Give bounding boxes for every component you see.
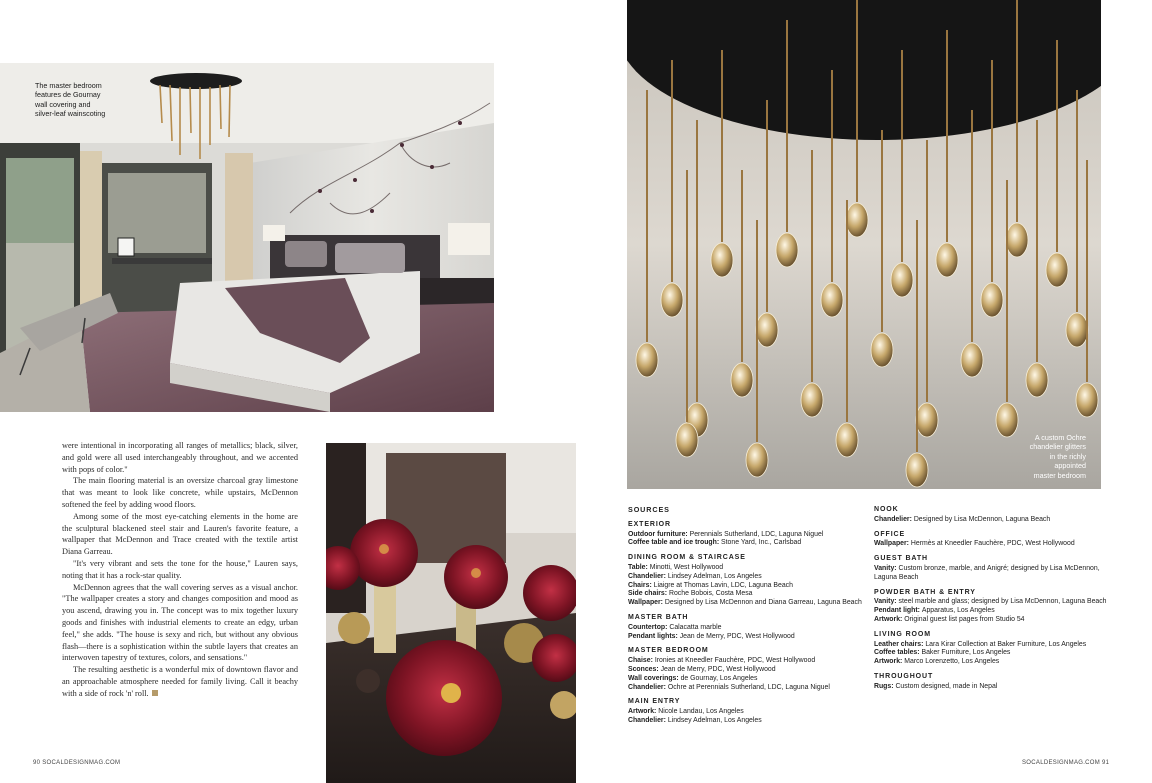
source-item [628, 708, 864, 717]
source-section [874, 673, 1110, 692]
source-item-label: Leather chairs: [874, 640, 926, 648]
source-section [874, 589, 1110, 625]
source-item-text: Jean de Merry, PDC, West Hollywood [660, 665, 776, 673]
article-paragraph: were intentional in incorporating all ranges of metallics; black, silver, and gold were all used interchangeably throughout, and we accented with pops of color." [62, 441, 298, 474]
source-section [874, 631, 1110, 667]
source-item [628, 573, 864, 582]
article-paragraph-text: The resulting aesthetic is a wonderful mix of downtown flavor and an approachable atmosphere needed for family living. Call it beachy with a side of rock 'n' roll. [62, 665, 298, 698]
source-section-title: GUEST BATH [874, 555, 928, 563]
source-section [628, 521, 864, 548]
source-item-text: Nicole Landau, Los Angeles [658, 708, 744, 716]
source-item-text: Original guest list pages from Studio 54 [904, 615, 1025, 623]
chandelier-caption [990, 433, 1086, 480]
source-item-text: Calacatta marble [669, 623, 722, 631]
caption-line: in the richly [1049, 451, 1086, 461]
source-item [628, 564, 864, 573]
source-item [874, 540, 1110, 549]
source-item-text: Baker Furniture, Los Angeles [921, 649, 1011, 657]
source-section-title: POWDER BATH & ENTRY [874, 588, 976, 596]
article-final-paragraph [62, 664, 298, 699]
caption-line: wall covering and [35, 99, 91, 109]
caption-line: silver-leaf wainscoting [35, 109, 106, 119]
source-item-text: Minotti, West Hollywood [649, 563, 724, 571]
source-item-label: Coffee tables: [874, 649, 922, 657]
source-item-label: Rugs: [874, 682, 896, 690]
source-item-label: Chandelier: [628, 683, 668, 691]
source-section [874, 506, 1110, 525]
source-item-text: Roche Bobois, Costa Mesa [668, 590, 753, 598]
caption-line: chandelier glitters [1029, 442, 1086, 452]
folio-left: 90 SOCALDESIGNMAG.COM [33, 760, 121, 766]
source-item-label: Coffee table and ice trough: [628, 539, 722, 547]
source-item-label: Chandelier: [628, 716, 668, 724]
source-item-label: Chandelier: [628, 572, 668, 580]
source-item [874, 565, 1110, 583]
source-item-text: Liaigre at Thomas Lavin, LDC, Laguna Beach [653, 581, 793, 589]
source-section-title: NOOK [874, 506, 899, 513]
source-item-text: de Gournay, Los Angeles [680, 674, 758, 682]
source-item-text: Designed by Lisa McDennon, Laguna Beach [913, 515, 1051, 523]
source-item-text: Custom designed, made in Nepal [895, 682, 998, 690]
caption-line: master bedroom [1033, 470, 1086, 480]
source-section [628, 698, 864, 725]
source-item [628, 675, 864, 684]
article-body [62, 440, 298, 700]
folio-right: SOCALDESIGNMAG.COM 91 [1022, 760, 1110, 766]
sources-right-column [874, 506, 1110, 698]
caption-line: The master bedroom [35, 81, 102, 90]
caption-line: appointed [1054, 461, 1086, 471]
source-section-title: OFFICE [874, 530, 906, 538]
article-paragraph: The main flooring material is an oversize charcoal gray limestone that was meant to look like concrete, while upstairs, McDennon softened the feel by adding wood floors. [62, 476, 298, 509]
source-item-label: Side chairs: [628, 590, 669, 598]
source-item-text: Apparatus, Los Angeles [921, 607, 995, 615]
source-item-text: Lara Kirar Collection at Baker Furniture, Los Angeles [925, 640, 1087, 648]
sources-left-column [628, 506, 864, 732]
sources-heading: SOURCES [628, 505, 670, 514]
source-item [628, 582, 864, 591]
article-paragraph: "It's very vibrant and sets the tone for the house," Lauren says, noting that it has a rock-star quality. [62, 558, 298, 580]
chandelier-photo [627, 0, 1101, 489]
source-item-label: Pendant lights: [628, 632, 680, 640]
source-item [628, 633, 864, 642]
source-item-label: Wall coverings: [628, 674, 681, 682]
source-item-label: Chairs: [628, 581, 654, 589]
source-item-label: Pendant light: [874, 607, 922, 615]
source-section [874, 531, 1110, 550]
source-item-text: Marco Lorenzetto, Los Angeles [904, 658, 1000, 666]
source-item [628, 657, 864, 666]
source-item [874, 616, 1110, 625]
source-item-label: Outdoor furniture: [628, 530, 690, 538]
source-item-text: steel marble and glass; designed by Lisa McDennon, Laguna Beach [898, 598, 1107, 606]
source-section [628, 647, 864, 692]
source-section-title: MASTER BEDROOM [628, 647, 709, 655]
source-section-title: MAIN ENTRY [628, 698, 681, 706]
source-item-text: Custom bronze, marble, and Anigré; designed by Lisa McDennon, Laguna Beach [874, 564, 1100, 581]
source-item-label: Wallpaper: [874, 540, 911, 548]
end-mark [152, 690, 158, 696]
source-item-text: Perennials Sutherland, LDC, Laguna Niguel [689, 530, 824, 538]
source-item [874, 598, 1110, 607]
caption-line: features de Gournay [35, 90, 101, 100]
source-item-label: Artwork: [628, 708, 659, 716]
source-item-label: Sconces: [628, 665, 661, 673]
source-item [628, 531, 864, 540]
article-paragraph: McDennon agrees that the wall covering serves as a visual anchor. "The wallpaper creates a story and changes composition and mood as you ascend, drawing you in. The concept was to mix together luxury goods and finishes with industrial elements to create an edgy, urban feel," she adds. "The house is sexy and rich, but without any obvious flash—there is a sophistication within the subtle layers that creates an interwoven tapestry of textures, colors, and sensations." [62, 582, 298, 663]
source-section-title: EXTERIOR [628, 520, 671, 528]
source-item-text: Designed by Lisa McDennon and Diana Garreau, Laguna Beach [664, 599, 862, 607]
source-item [628, 539, 864, 548]
source-item-text: Stone Yard, Inc., Carlsbad [721, 539, 802, 547]
source-section [874, 555, 1110, 582]
source-item-label: Table: [628, 563, 650, 571]
source-item [628, 590, 864, 599]
source-section-title: LIVING ROOM [874, 630, 931, 638]
source-item-label: Chandelier: [874, 515, 914, 523]
source-section-title: MASTER BATH [628, 613, 689, 621]
source-item [874, 641, 1110, 650]
source-item-text: Ironies at Kneedler Fauchère, PDC, West Hollywood [654, 657, 816, 665]
peony-photo [326, 443, 576, 783]
source-item [628, 624, 864, 633]
source-item [628, 599, 864, 608]
source-item [874, 607, 1110, 616]
source-item-text: Ochre at Perennials Sutherland, LDC, Laguna Niguel [667, 683, 830, 691]
source-item-label: Artwork: [874, 615, 905, 623]
source-item-label: Artwork: [874, 658, 905, 666]
source-section [628, 554, 864, 608]
source-item-text: Jean de Merry, PDC, West Hollywood [679, 632, 795, 640]
source-item [874, 683, 1110, 692]
caption-line: A custom Ochre [1034, 433, 1086, 442]
source-section [628, 614, 864, 641]
source-item [874, 649, 1110, 658]
source-item-label: Countertop: [628, 623, 670, 631]
source-item [874, 658, 1110, 667]
article-paragraph: Among some of the most eye-catching elements in the home are the sculptural blackened steel stair and Lauren's favorite feature, a wallpaper that McDennon and Trace created with the textile artist Diana Garreau. [62, 511, 298, 557]
source-item-text: Lindsey Adelman, Los Angeles [667, 716, 762, 724]
source-item-label: Vanity: [874, 564, 899, 572]
source-item [628, 666, 864, 675]
source-section-title: THROUGHOUT [874, 672, 934, 680]
source-section-title: DINING ROOM & STAIRCASE [628, 554, 746, 562]
bedroom-caption [35, 81, 135, 119]
source-item-label: Vanity: [874, 598, 899, 606]
source-item-label: Chaise: [628, 657, 655, 665]
source-item-text: Lindsey Adelman, Los Angeles [667, 572, 762, 580]
source-item [628, 717, 864, 726]
source-item-text: Hermès at Kneedler Fauchère, PDC, West Hollywood [910, 540, 1075, 548]
source-item [628, 684, 864, 693]
source-item [874, 516, 1110, 525]
source-item-label: Wallpaper: [628, 599, 665, 607]
